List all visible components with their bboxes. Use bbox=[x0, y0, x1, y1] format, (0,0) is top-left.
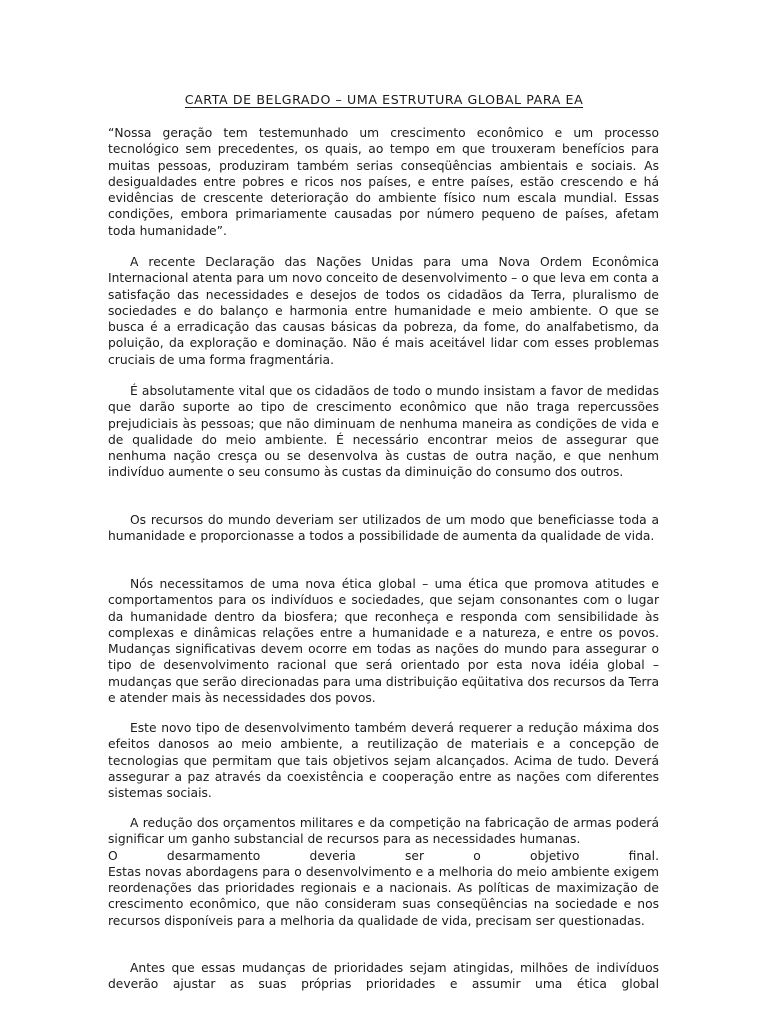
paragraph-disarmament-line: O desarmamento deveria ser o objetivo final. bbox=[108, 848, 659, 863]
paragraph-new-development: Este novo tipo de desenvolvimento também deverá requerer a redução máxima dos efeitos danosos ao meio ambiente, a reutilização de materiais e a concepção de tecnologias que permitam que tais objetivos sejam alcançados. Acima de tudo. Deverá assegurar a paz através da coexistência e cooperação entre as nações com diferentes sistemas sociais. bbox=[108, 721, 659, 801]
document-title-text: CARTA DE BELGRADO – UMA ESTRUTURA GLOBAL PARA EA bbox=[184, 92, 584, 107]
paragraph-military-budgets bbox=[108, 815, 659, 929]
paragraph-quote: “Nossa geração tem testemunhado um crescimento econômico e um processo tecnológico sem precedentes, os quais, ao tempo em que trouxeram benefícios para muitas pessoas, produziram também serias conseqüências ambientais e sociais. As desigualdades entre pobres e ricos nos países, e entre países, estão crescendo e há evidências de crescente deterioração do ambiente físico num escala mundial. Essas condições, embora primariamente causadas por número pequeno de países, afetam toda humanidade”. bbox=[108, 126, 659, 238]
paragraph-priorities: Antes que essas mudanças de prioridades sejam atingidas, milhões de indivíduos deverão ajustar as suas próprias prioridades e assumir uma ética global bbox=[108, 961, 659, 992]
paragraph-vital: É absolutamente vital que os cidadãos de todo o mundo insistam a favor de medidas que darão suporte ao tipo de crescimento econômico que não traga repercussões prejudiciais às pessoas; que não diminuam de nenhuma maneira as condições de vida e de qualidade do meio ambiente. É necessário encontrar meios de assegurar que nenhuma nação cresça ou se desenvolva às custas de outra nação, e que nenhum indivíduo aumente o seu consumo às custas da diminuição do consumo dos outros. bbox=[108, 384, 659, 480]
paragraph-global-ethic: Nós necessitamos de uma nova ética global – uma ética que promova atitudes e comportamentos para os indivíduos e sociedades, que sejam consonantes com o lugar da humanidade dentro da biosfera; que reconheça e responda com sensibilidade às complexas e dinâmicas relações entre a humanidade e a natureza, e entre os povos. Mudanças significativas devem ocorre em todas as nações do mundo para assegurar o tipo de desenvolvimento racional que será orientado por esta nova idéia global – mudanças que serão direcionadas para uma distribuição eqüitativa dos recursos da Terra e atender mais às necessidades dos povos. bbox=[108, 577, 659, 706]
paragraph-military-budgets-text: A redução dos orçamentos militares e da competição na fabricação de armas poderá significar um ganho substancial de recursos para as necessidades humanas. bbox=[108, 816, 659, 847]
paragraph-declaration: A recente Declaração das Nações Unidas para uma Nova Ordem Econômica Internacional atenta para um novo conceito de desenvolvimento – o que leva em conta a satisfação das necessidades e desejos de todos os cidadãos da Terra, pluralismo de sociedades e do balanço e harmonia entre humanidade e meio ambiente. O que se busca é a erradicação das causas básicas da pobreza, da fome, do analfabetismo, da poluição, da exploração e dominação. Não é mais aceitável lidar com esses problemas cruciais de uma forma fragmentária. bbox=[108, 255, 659, 367]
paragraph-resources: Os recursos do mundo deveriam ser utilizados de um modo que beneficiasse toda a humanidade e proporcionasse a todos a possibilidade de aumenta da qualidade de vida. bbox=[108, 513, 659, 544]
paragraph-new-approaches: Estas novas abordagens para o desenvolvimento e a melhoria do meio ambiente exigem reordenações das prioridades regionais e a nacionais. As políticas de maximização de crescimento econômico, que não consideram suas conseqüências na sociedade e nos recursos disponíveis para a melhoria da qualidade de vida, precisam ser questionadas. bbox=[108, 864, 659, 928]
document-title bbox=[108, 92, 660, 108]
